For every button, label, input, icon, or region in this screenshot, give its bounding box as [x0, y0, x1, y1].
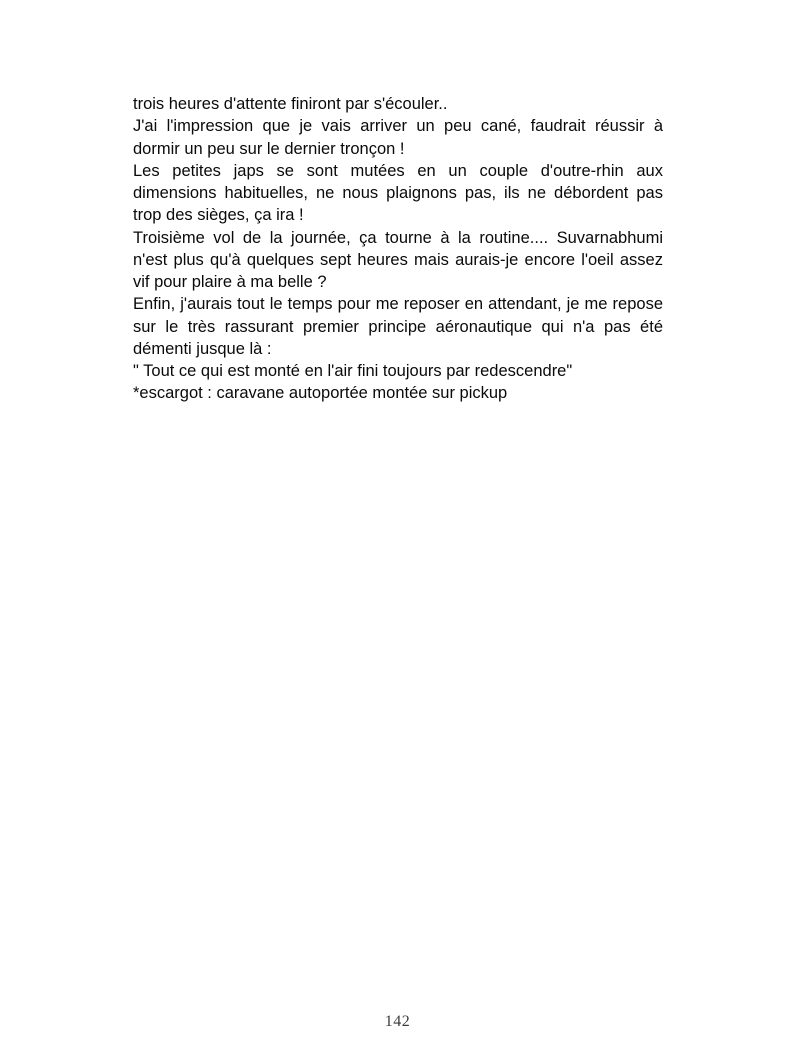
text-line: Troisième vol de la journée, ça tourne à la routine.... Suvarnabhumi [133, 228, 663, 247]
text-line: " Tout ce qui est monté en l'air fini toujours par redescendre" [133, 362, 573, 380]
text-line: Les petites japs se sont mutées en un couple d'outre-rhin aux [133, 161, 663, 180]
text-line: J'ai l'impression que je vais arriver un peu cané, faudrait réussir à [133, 117, 663, 136]
text-line: n'est plus qu'à quelques sept heures mais aurais-je encore l'oeil assez [133, 250, 663, 269]
text-line: Enfin, j'aurais tout le temps pour me reposer en attendant, je me repose [133, 295, 663, 314]
page-number: 142 [384, 1013, 411, 1030]
text-line: dimensions habituelles, ne nous plaignons pas, ils ne débordent pas [133, 184, 663, 202]
text-line: trois heures d'attente finiront par s'écouler.. [133, 95, 448, 113]
page-footer [0, 1013, 795, 1031]
text-line: vif pour plaire à ma belle ? [133, 273, 327, 291]
body-text [133, 93, 663, 405]
text-line: démenti jusque là : [133, 339, 272, 358]
text-line: sur le très rassurant premier principe aéronautique qui n'a pas été [133, 317, 663, 336]
text-line: dormir un peu sur le dernier tronçon ! [133, 139, 405, 158]
text-line: *escargot : caravane autoportée montée sur pickup [133, 384, 508, 403]
text-line: trop des sièges, ça ira ! [133, 206, 304, 225]
